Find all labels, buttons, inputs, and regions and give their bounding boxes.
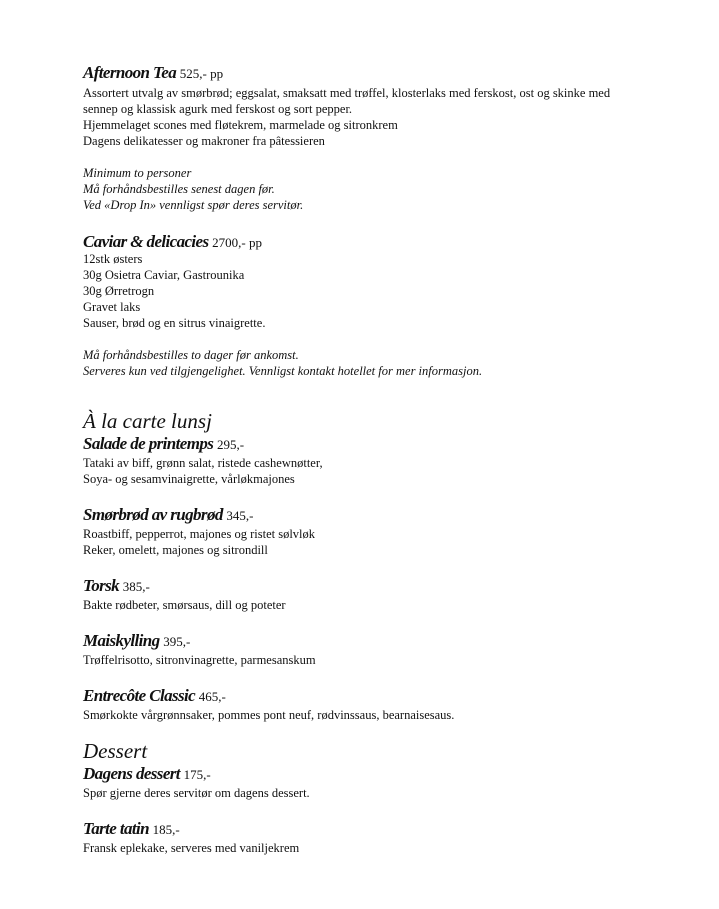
description-line: Reker, omelett, majones og sitrondill [83,543,268,557]
dessert-section [83,739,683,856]
section-heading: À la carte lunsj [83,409,212,433]
menu-item [83,504,683,558]
item-title: Tarte tatin [83,819,149,838]
note-line: Må forhåndsbestilles to dager før ankomst. [83,348,299,362]
note-line: Ved «Drop In» vennligst spør deres servitør. [83,198,304,212]
menu-item [83,818,683,856]
item-title: Maiskylling [83,631,160,650]
menu-item [83,763,683,801]
menu-item [83,630,683,668]
description-line: Gravet laks [83,300,141,314]
description-line: Trøffelrisotto, sitronvinagrette, parmesanskum [83,653,316,667]
item-price: 465,- [198,689,226,704]
description-line: Smørkokte vårgrønnsaker, pommes pont neuf, rødvinssaus, bearnaisesaus. [83,708,455,722]
item-price: 175,- [183,767,211,782]
caviar-heading [83,231,683,253]
menu-item [83,685,683,723]
item-price: 2700,- pp [212,235,263,250]
note-line: Minimum to personer [83,166,192,180]
description-line: Hjemmelaget scones med fløtekrem, marmelade og sitronkrem [83,118,398,132]
afternoon-tea-section [83,62,683,213]
item-price: 345,- [226,508,254,523]
menu-item [83,575,683,613]
item-title: Torsk [83,576,120,595]
item-title: Salade de printemps [83,434,214,453]
description-line: Spør gjerne deres servitør om dagens dessert. [83,786,310,800]
menu-item [83,433,683,487]
item-price: 185,- [152,822,180,837]
caviar-section [83,231,683,379]
description-line: 30g Ørretrogn [83,284,155,298]
item-price: 395,- [163,634,191,649]
description-line: 30g Osietra Caviar, Gastrounika [83,268,245,282]
description-line: 12stk østers [83,252,143,266]
description-line: Sauser, brød og en sitrus vinaigrette. [83,316,266,330]
item-title: Afternoon Tea [83,63,177,82]
description-line: Fransk eplekake, serveres med vaniljekrem [83,841,300,855]
item-price: 385,- [122,579,150,594]
note-line: Serveres kun ved tilgjengelighet. Vennligst kontakt hotellet for mer informasjon. [83,364,483,378]
description-line: Bakte rødbeter, smørsaus, dill og poteter [83,598,286,612]
item-price: 525,- pp [179,66,224,81]
description-line: Assortert utvalg av smørbrød; eggsalat, smaksatt med trøffel, klosterlaks med ferskost, ost og skinke med [83,86,611,100]
item-title: Caviar & delicacies [83,232,209,251]
description-line: sennep og klassisk agurk med ferskost og sort pepper. [83,102,353,116]
description-line: Roastbiff, pepperrot, majones og ristet sølvløk [83,527,316,541]
item-title: Entrecôte Classic [83,686,196,705]
item-price: 295,- [216,437,245,452]
item-title: Smørbrød av rugbrød [83,505,223,524]
afternoon-tea-heading [83,62,683,84]
item-title: Dagens dessert [83,764,180,783]
description-line: Dagens delikatesser og makroner fra pâtessieren [83,134,325,148]
note-line: Må forhåndsbestilles senest dagen før. [83,182,275,196]
description-line: Tataki av biff, grønn salat, ristede cashewnøtter, [83,456,323,470]
description-line: Soya- og sesamvinaigrette, vårløkmajones [83,472,295,486]
lunch-section [83,409,683,723]
section-heading: Dessert [83,739,148,763]
menu-page [83,57,683,856]
